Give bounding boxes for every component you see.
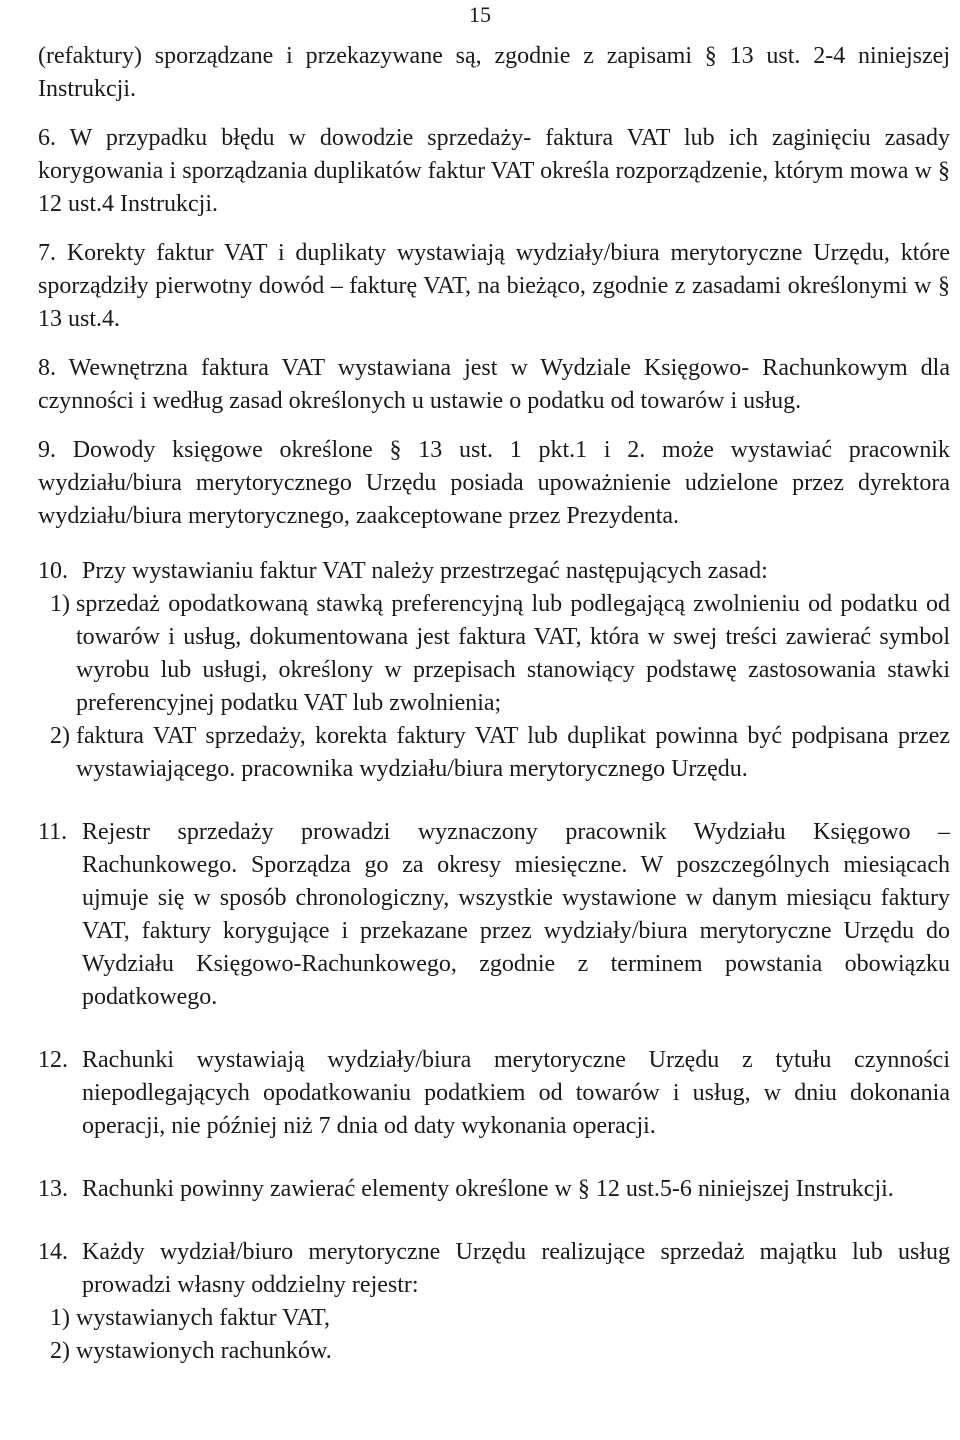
list-item-number: 1) xyxy=(50,591,70,617)
list-item xyxy=(12,720,950,786)
paragraph-text: Każdy wydział/biuro merytoryczne Urzędu realizujące sprzedaż majątku lub usług prowadzi własny oddzielny rejestr: xyxy=(82,1239,950,1298)
paragraph-number: 11. xyxy=(38,819,68,845)
document-body xyxy=(38,40,950,1368)
paragraph-number: 14. xyxy=(38,1239,68,1265)
paragraph-9: 9. Dowody księgowe określone § 13 ust. 1 pkt.1 i 2. może wystawiać pracownik wydziału/biura merytorycznego Urzędu posiada upoważnienie udzielone przez dyrektora wydziału/biura merytorycznego, zaakceptowane przez Prezydenta. xyxy=(38,437,950,529)
paragraph-10 xyxy=(38,555,950,588)
paragraph-8: 8. Wewnętrzna faktura VAT wystawiana jest w Wydziale Księgowo- Rachunkowym dla czynności i według zasad określonych u ustawie o podatku od towarów i usług. xyxy=(38,355,950,414)
list-item xyxy=(12,1335,950,1368)
paragraph-number: 13. xyxy=(38,1176,68,1202)
list-item-number: 2) xyxy=(50,723,70,749)
paragraph-text: Rejestr sprzedaży prowadzi wyznaczony pracownik Wydziału Księgowo – Rachunkowego. Sporządza go za okresy miesięczne. W poszczególnych miesiącach ujmuje się w sposób chronologiczny, wszystkie wystawione w danym miesiącu faktury VAT, faktury korygujące i przekazane przez wydziały/biura merytoryczne Urzędu do Wydziału Księgowo-Rachunkowego, zgodnie z terminem powstania obowiązku podatkowego. xyxy=(82,819,950,1010)
paragraph-12 xyxy=(38,1044,950,1143)
paragraph-11 xyxy=(38,816,950,1014)
paragraph-number: 12. xyxy=(38,1047,68,1073)
list-item xyxy=(12,1302,950,1335)
list-item xyxy=(12,588,950,720)
page-number: 15 xyxy=(469,2,491,27)
paragraph-13 xyxy=(38,1173,950,1206)
paragraph-text: Rachunki wystawiają wydziały/biura merytoryczne Urzędu z tytułu czynności niepodlegających opodatkowaniu podatkiem od towarów i usług, w dniu dokonania operacji, nie później niż 7 dnia od daty wykonania operacji. xyxy=(82,1047,950,1139)
paragraph-14 xyxy=(38,1236,950,1302)
list-item-number: 2) xyxy=(50,1338,70,1364)
list-item-number: 1) xyxy=(50,1305,70,1331)
list-item-text: wystawionych rachunków. xyxy=(76,1338,332,1364)
intro-paragraph: (refaktury) sporządzane i przekazywane są, zgodnie z zapisami § 13 ust. 2-4 niniejszej Instrukcji. xyxy=(38,43,950,102)
paragraph-7: 7. Korekty faktur VAT i duplikaty wystawiają wydziały/biura merytoryczne Urzędu, które sporządziły pierwotny dowód – fakturę VAT, na bieżąco, zgodnie z zasadami określonymi w § 13 ust.4. xyxy=(38,240,950,332)
paragraph-text: Rachunki powinny zawierać elementy określone w § 12 ust.5-6 niniejszej Instrukcji. xyxy=(82,1176,894,1202)
paragraph-text: Przy wystawianiu faktur VAT należy przestrzegać następujących zasad: xyxy=(82,558,768,584)
paragraph-6: 6. W przypadku błędu w dowodzie sprzedaży- faktura VAT lub ich zaginięciu zasady korygowania i sporządzania duplikatów faktur VAT określa rozporządzenie, którym mowa w § 12 ust.4 Instrukcji. xyxy=(38,125,950,217)
paragraph-number: 10. xyxy=(38,558,68,584)
list-item-text: wystawianych faktur VAT, xyxy=(76,1305,330,1331)
list-item-text: faktura VAT sprzedaży, korekta faktury VAT lub duplikat powinna być podpisana przez wystawiającego. pracownika wydziału/biura merytorycznego Urzędu. xyxy=(76,723,950,782)
list-item-text: sprzedaż opodatkowaną stawką preferencyjną lub podlegającą zwolnieniu od podatku od towarów i usług, dokumentowana jest faktura VAT, która w swej treści zawierać symbol wyrobu lub usługi, określony w przepisach stanowiący podstawę zastosowania stawki preferencyjnej podatku VAT lub zwolnienia; xyxy=(76,591,950,716)
